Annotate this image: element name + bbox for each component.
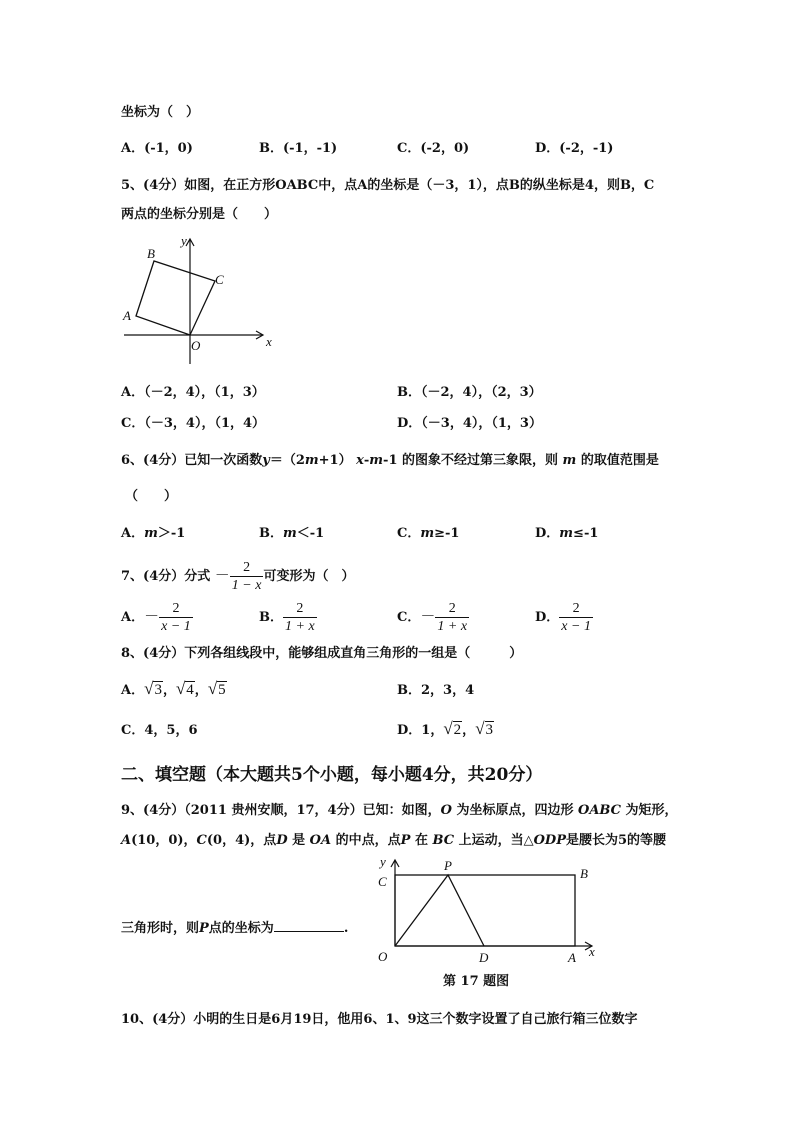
q7-fraction-den: 1 − x — [231, 578, 262, 593]
q7-option-a-num: 2 — [159, 600, 193, 618]
sqrt-2-radicand: 2 — [453, 722, 462, 738]
q7-minus: － — [214, 568, 230, 584]
q7-option-b-num: 2 — [283, 600, 317, 618]
q5-option-a: A．（－2，4），（1，3） — [121, 385, 265, 400]
q4-option-d: D．(-2，-1) — [535, 141, 614, 156]
q7-fraction — [230, 559, 264, 594]
sqrt-2: √2 — [443, 719, 462, 738]
q9-line3 — [121, 919, 348, 938]
q9-label-x: x — [589, 944, 595, 959]
q9-l2g: 是腰长为5的等腰 — [565, 833, 667, 848]
q9-label-p: P — [444, 858, 452, 873]
q6-line1 — [121, 452, 659, 470]
answer-blank[interactable] — [274, 919, 344, 932]
q9-l3a: 三角形时，则 — [121, 921, 200, 936]
q10-line: 10、(4分）小明的生日是6月19日，他用6、1、9这三个数字设置了自己旅行箱三位数字 — [121, 1012, 638, 1027]
q9-var-a: A — [121, 833, 132, 848]
q9-l2a: (10，0)， — [131, 833, 197, 848]
q6-option-d-letter: D． — [535, 526, 560, 541]
sqrt-5-radicand: 5 — [218, 682, 226, 698]
q9-l3c: . — [343, 921, 349, 936]
q9-label-b: B — [580, 866, 588, 881]
q6-option-b — [259, 525, 324, 543]
q8-option-a — [121, 680, 227, 700]
q6-prefix: 6、(4分）已知一次函数 — [121, 453, 263, 468]
q9-var-bc: BC — [432, 833, 455, 848]
q6-var-x: x — [356, 453, 364, 468]
q5-label-b: B — [147, 246, 155, 261]
q5-line2: 两点的坐标分别是（ ） — [121, 207, 278, 222]
sqrt-3b-radicand: 3 — [485, 722, 494, 738]
q9-caption: 第 17 题图 — [443, 974, 510, 989]
q9-label-a: A — [568, 950, 576, 965]
q8-option-d — [397, 720, 494, 740]
q9-var-d: D — [276, 833, 288, 848]
q7-option-d-num: 2 — [559, 600, 593, 618]
section-heading: 二、填空题（本大题共5个小题，每小题4分，共20分） — [121, 765, 543, 785]
q5-label-a: A — [123, 308, 131, 323]
q6-var-m1: m — [304, 453, 319, 468]
q9-l1b: 为坐标原点，四边形 — [456, 803, 574, 818]
q4-option-c: C．(-2，0) — [397, 141, 470, 156]
q9-l2d: 的中点，点 — [335, 833, 401, 848]
q8-option-b: B．2，3，4 — [397, 683, 475, 698]
q6-option-d-var: m — [559, 526, 574, 541]
q9-label-o: O — [378, 949, 388, 964]
q6-option-b-var: m — [283, 526, 297, 541]
q9-l2f: 上运动，当△ — [458, 833, 534, 848]
q8-option-c: C．4，5，6 — [121, 723, 198, 738]
q6-dash: - — [363, 453, 370, 468]
q6-var-m2: m — [369, 453, 384, 468]
q6-option-a-rel: ＞-1 — [157, 526, 186, 541]
sqrt-3-radicand: 3 — [154, 682, 162, 698]
q6-option-d — [535, 525, 598, 543]
q9-l1a: 9、(4分）（2011 贵州安顺，17，4分）已知：如图， — [121, 803, 441, 818]
q6-eq: ＝（2 — [269, 453, 305, 468]
q9-l2b: (0，4)，点 — [206, 833, 277, 848]
q6-option-a-var: m — [144, 526, 158, 541]
q7-prefix: 7、(4分）分式 — [121, 569, 211, 584]
q6-paren: （ ） — [125, 489, 178, 504]
q7-option-d-den: x − 1 — [561, 619, 591, 634]
q6-var-y: y — [262, 453, 270, 468]
q9-label-y: y — [380, 854, 386, 869]
q5-option-c: C．（－3，4），（1，4） — [121, 416, 266, 431]
q7-option-c-neg: － — [420, 609, 436, 625]
q9-l1c: 为矩形， — [625, 803, 678, 818]
q6-mid: +1） — [318, 453, 352, 468]
q4-option-a: A．(-1，0) — [121, 141, 193, 156]
q6-option-c — [397, 525, 459, 543]
q7-option-c-letter: C． — [397, 610, 421, 625]
q9-l2e: 在 — [414, 833, 428, 848]
q9-var-odp: ODP — [533, 833, 566, 848]
q8-sep: ， — [162, 683, 176, 698]
q8-sep: ， — [194, 683, 208, 698]
q7-option-a-letter: A． — [121, 610, 145, 625]
q7-option-a — [121, 599, 193, 636]
q9-l3b: 点的坐标为 — [208, 921, 274, 936]
q9-label-d: D — [479, 950, 489, 965]
q9-line1 — [121, 802, 678, 820]
q6-option-b-letter: B． — [259, 526, 283, 541]
q5-line1: 5、(4分）如图，在正方形OABC中，点A的坐标是（－3，1），点B的纵坐标是4，则B，C — [121, 178, 655, 193]
q5-label-c: C — [215, 272, 224, 287]
sqrt-5: √5 — [207, 679, 226, 698]
q5-square-oabc — [136, 261, 215, 335]
q7-option-d-frac — [559, 600, 593, 635]
q7-option-c-den: 1 + x — [437, 619, 468, 634]
q9-line2 — [121, 832, 666, 850]
sqrt-4: √4 — [175, 679, 194, 698]
q4-option-b: B．(-1，-1) — [259, 141, 338, 156]
q7-suffix: 可变形为（ ） — [263, 569, 355, 584]
q8-sep: ， — [462, 723, 476, 738]
q7-option-c-num: 2 — [435, 600, 469, 618]
q6-var-m3: m — [562, 453, 577, 468]
q7-option-a-frac — [159, 600, 193, 635]
q6-option-b-rel: ＜-1 — [296, 526, 325, 541]
q9-var-p: P — [400, 833, 411, 848]
q7-fraction-num: 2 — [230, 559, 264, 577]
sqrt-3b: √3 — [475, 719, 494, 738]
q6-option-c-rel: ≥-1 — [434, 526, 460, 541]
q5-label-o: O — [191, 338, 201, 353]
q7-option-a-neg: － — [144, 609, 160, 625]
q9-label-c: C — [378, 874, 387, 889]
q6-option-c-letter: C． — [397, 526, 421, 541]
q9-var-oa: OA — [309, 833, 332, 848]
q8-option-d-text: D．1， — [397, 723, 444, 738]
q7-option-b-den: 1 + x — [285, 619, 315, 634]
q7-option-c-frac — [435, 600, 469, 635]
sqrt-4-radicand: 4 — [186, 682, 194, 698]
q4-tail-text: 坐标为（ ） — [121, 105, 200, 120]
q6-suffix: -1 的图象不经过第三象限，则 — [383, 453, 559, 468]
q6-option-d-rel: ≤-1 — [573, 526, 599, 541]
q7-option-a-den: x − 1 — [161, 619, 191, 634]
q7-option-d — [535, 599, 593, 636]
q5-option-d: D．（－3，4），（1，3） — [397, 416, 542, 431]
q7-option-b — [259, 599, 317, 636]
q6-option-c-var: m — [420, 526, 435, 541]
q6-end: 的取值范围是 — [580, 453, 659, 468]
q7-option-c — [397, 599, 469, 636]
q6-option-a-letter: A． — [121, 526, 145, 541]
sqrt-3: √3 — [144, 679, 162, 698]
q7-option-b-letter: B． — [259, 610, 283, 625]
q9-var-oabc: OABC — [578, 803, 621, 818]
q9-figure — [368, 852, 608, 992]
q7-line — [121, 558, 354, 595]
q7-option-b-frac — [283, 600, 317, 635]
q9-triangle-odp — [395, 875, 484, 946]
q7-option-d-letter: D． — [535, 610, 560, 625]
q8-option-a-letter: A． — [121, 683, 145, 698]
q8-line: 8、(4分）下列各组线段中，能够组成直角三角形的一组是（ ） — [121, 646, 523, 661]
q9-var-c: C — [196, 833, 207, 848]
q9-var-o: O — [440, 803, 452, 818]
q9-var-p2: P — [199, 921, 209, 936]
q5-figure — [118, 232, 278, 370]
q5-label-y: y — [181, 233, 187, 248]
q9-l2c: 是 — [292, 833, 306, 848]
q5-label-x: x — [266, 334, 272, 349]
q6-option-a — [121, 525, 185, 543]
q5-option-b: B．（－2，4），（2，3） — [397, 385, 542, 400]
